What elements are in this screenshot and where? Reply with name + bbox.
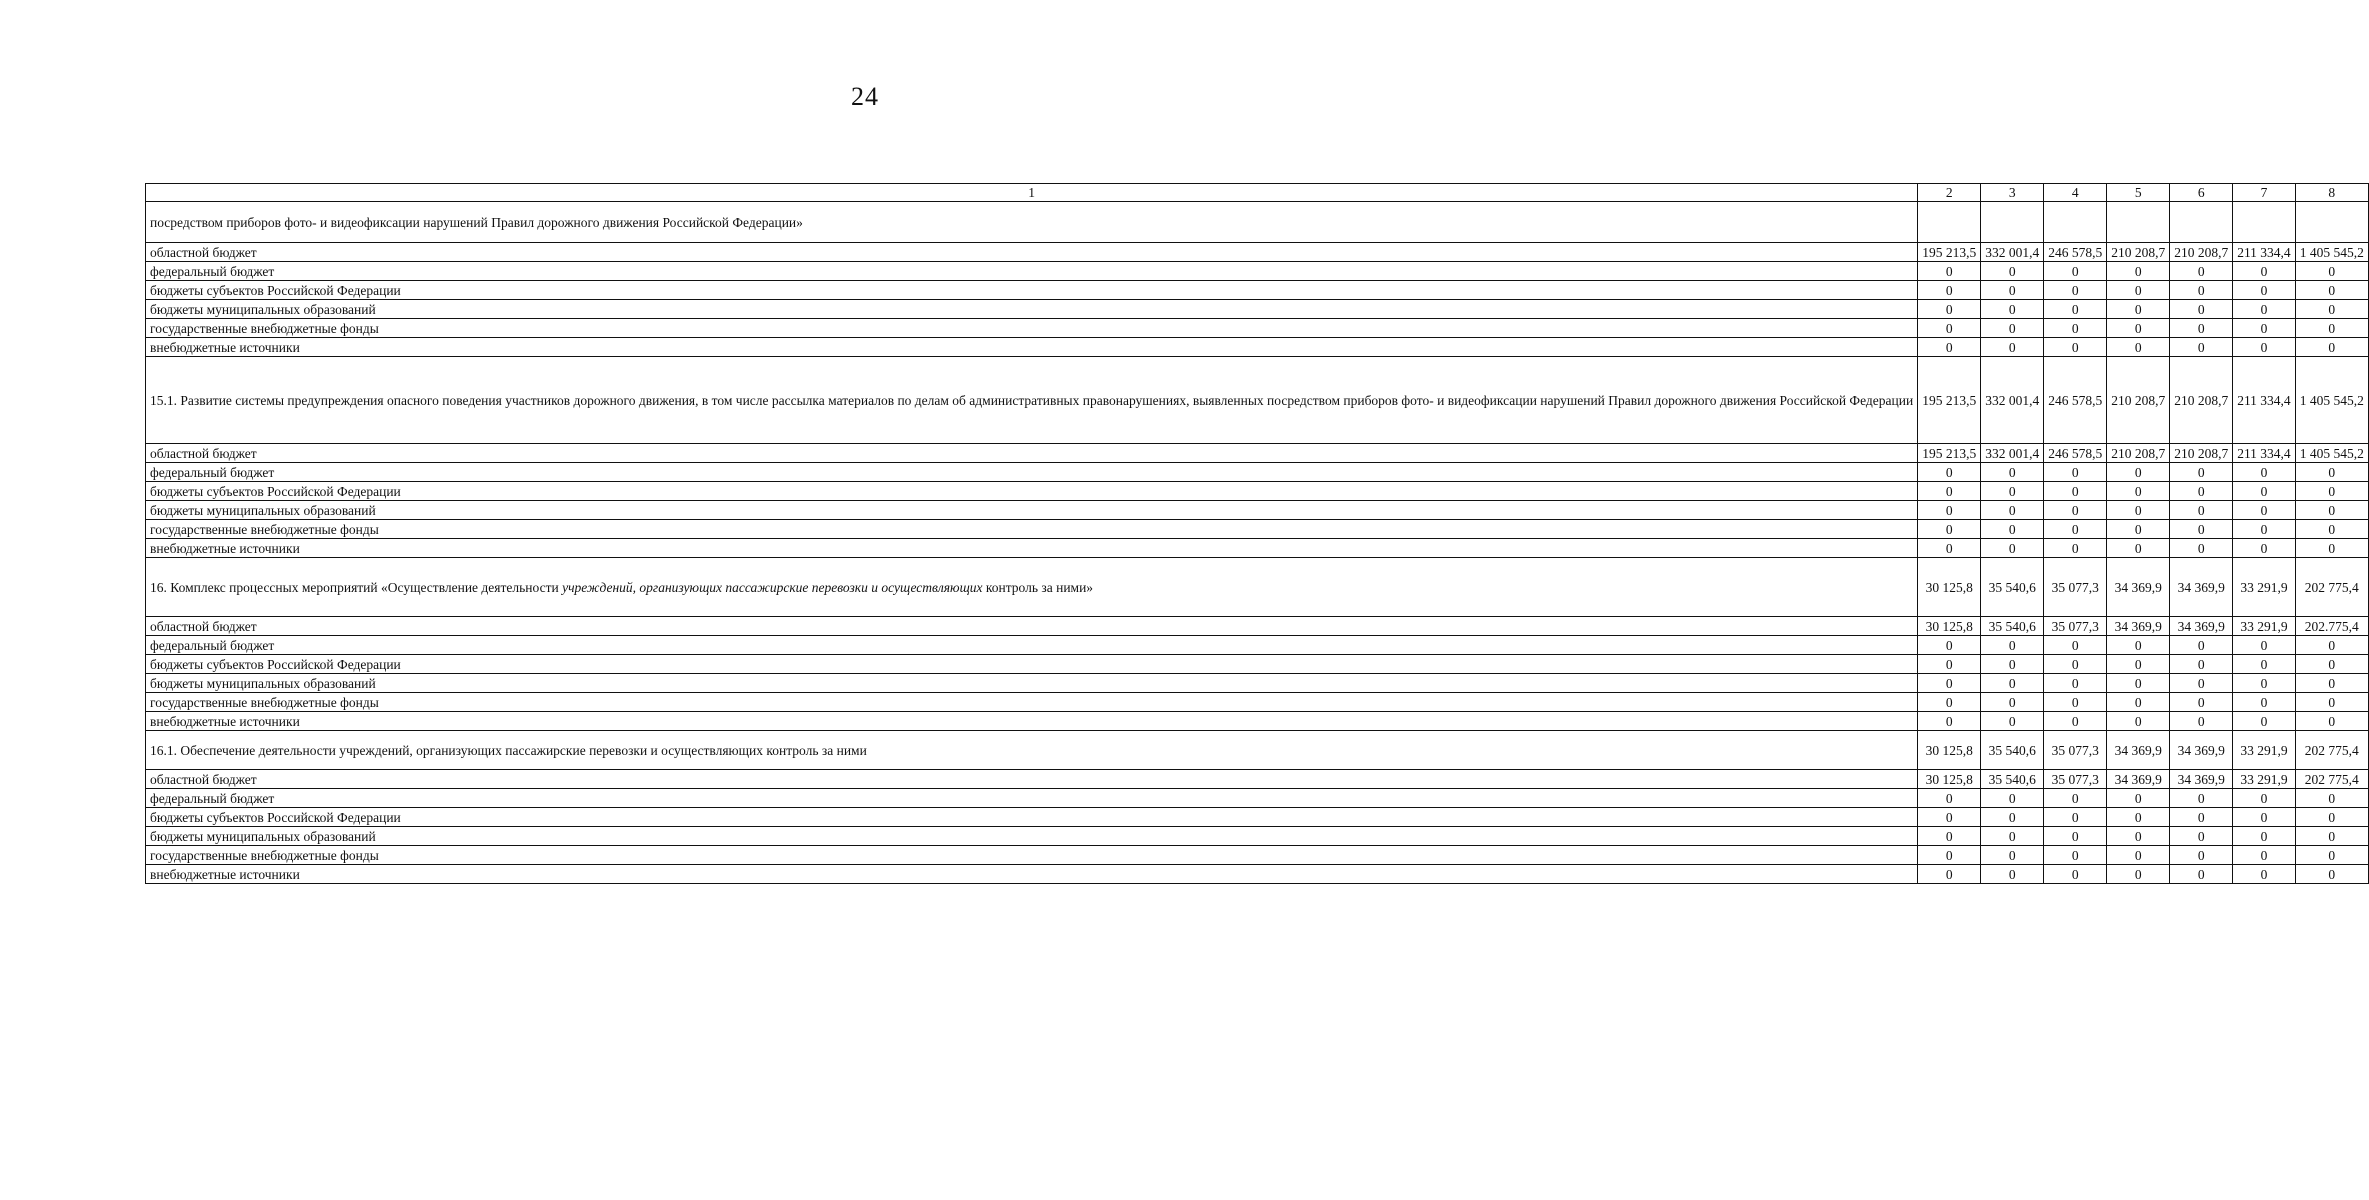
value-cell: 0 — [2295, 712, 2368, 731]
value-cell: 0 — [1981, 789, 2044, 808]
table-row — [146, 674, 2369, 693]
value-cell: 0 — [2295, 501, 2368, 520]
table-row — [146, 482, 2369, 501]
value-cell: 246 578,5 — [2044, 444, 2107, 463]
section-total-cell: 30 125,8 — [1918, 558, 1981, 617]
value-cell: 0 — [1918, 712, 1981, 731]
value-cell: 0 — [2295, 846, 2368, 865]
value-cell: 0 — [2295, 865, 2368, 884]
funding-source-label: бюджеты муниципальных образований — [146, 674, 1918, 693]
value-cell: 0 — [1918, 463, 1981, 482]
value-cell: 0 — [2044, 865, 2107, 884]
section-total-cell: 202 775,4 — [2295, 731, 2368, 770]
value-cell: 0 — [2107, 789, 2170, 808]
value-cell: 0 — [2044, 539, 2107, 558]
section-total-cell — [1981, 202, 2044, 243]
value-cell: 0 — [2233, 520, 2296, 539]
value-cell: 0 — [2233, 463, 2296, 482]
value-cell: 0 — [2295, 281, 2368, 300]
funding-source-label: внебюджетные источники — [146, 539, 1918, 558]
section-total-cell: 35 540,6 — [1981, 558, 2044, 617]
value-cell: 0 — [2044, 300, 2107, 319]
value-cell: 0 — [1981, 338, 2044, 357]
value-cell: 0 — [2233, 539, 2296, 558]
value-cell: 0 — [1981, 482, 2044, 501]
value-cell: 0 — [2044, 482, 2107, 501]
section-total-cell — [2107, 202, 2170, 243]
value-cell: 30 125,8 — [1918, 770, 1981, 789]
value-cell: 0 — [2233, 281, 2296, 300]
section-title: посредством приборов фото- и видеофиксации нарушений Правил дорожного движения Российской Федерации» — [146, 202, 1918, 243]
value-cell: 0 — [2170, 789, 2233, 808]
value-cell: 0 — [2107, 655, 2170, 674]
value-cell: 0 — [2044, 827, 2107, 846]
section-total-cell — [2295, 202, 2368, 243]
value-cell: 0 — [2170, 655, 2233, 674]
value-cell: 202.775,4 — [2295, 617, 2368, 636]
funding-source-label: областной бюджет — [146, 770, 1918, 789]
value-cell: 0 — [1918, 865, 1981, 884]
value-cell: 34 369,9 — [2107, 617, 2170, 636]
section-total-cell: 33 291,9 — [2233, 558, 2296, 617]
value-cell: 0 — [1918, 808, 1981, 827]
column-header: 7 — [2233, 184, 2296, 202]
value-cell: 0 — [2107, 501, 2170, 520]
section-title-part: контроль за ними» — [982, 579, 1094, 595]
value-cell: 0 — [1981, 674, 2044, 693]
section-total-cell: 210 208,7 — [2107, 357, 2170, 444]
value-cell: 0 — [2295, 827, 2368, 846]
section-total-cell: 35 540,6 — [1981, 731, 2044, 770]
value-cell: 332 001,4 — [1981, 243, 2044, 262]
funding-source-label: бюджеты муниципальных образований — [146, 300, 1918, 319]
value-cell: 0 — [2170, 827, 2233, 846]
value-cell: 0 — [2044, 338, 2107, 357]
value-cell: 0 — [2233, 501, 2296, 520]
section-title-italic: учреждений, организующих пассажирские перевозки и осуществляющих — [562, 579, 983, 595]
section-total-cell: 1 405 545,2 — [2295, 357, 2368, 444]
column-header: 6 — [2170, 184, 2233, 202]
value-cell: 0 — [2044, 636, 2107, 655]
value-cell: 0 — [1918, 482, 1981, 501]
table-row — [146, 693, 2369, 712]
value-cell: 0 — [2233, 827, 2296, 846]
funding-source-label: бюджеты субъектов Российской Федерации — [146, 281, 1918, 300]
value-cell: 195 213,5 — [1918, 444, 1981, 463]
value-cell: 0 — [2170, 501, 2233, 520]
value-cell: 0 — [2044, 520, 2107, 539]
value-cell: 0 — [2295, 482, 2368, 501]
value-cell: 0 — [1918, 520, 1981, 539]
value-cell: 0 — [2233, 865, 2296, 884]
value-cell: 33 291,9 — [2233, 770, 2296, 789]
column-header: 5 — [2107, 184, 2170, 202]
value-cell: 0 — [1981, 655, 2044, 674]
value-cell: 0 — [1918, 655, 1981, 674]
section-total-cell: 34 369,9 — [2170, 558, 2233, 617]
funding-source-label: бюджеты субъектов Российской Федерации — [146, 808, 1918, 827]
value-cell: 0 — [1918, 846, 1981, 865]
funding-source-label: внебюджетные источники — [146, 865, 1918, 884]
value-cell: 0 — [2295, 539, 2368, 558]
column-header: 1 — [146, 184, 1918, 202]
table-row — [146, 789, 2369, 808]
value-cell: 0 — [2170, 262, 2233, 281]
table-row — [146, 712, 2369, 731]
value-cell: 0 — [2107, 827, 2170, 846]
value-cell: 0 — [2044, 846, 2107, 865]
funding-source-label: областной бюджет — [146, 243, 1918, 262]
column-header: 4 — [2044, 184, 2107, 202]
section-total-cell — [1918, 202, 1981, 243]
value-cell: 210 208,7 — [2170, 243, 2233, 262]
funding-source-label: федеральный бюджет — [146, 789, 1918, 808]
value-cell: 0 — [2233, 712, 2296, 731]
value-cell: 0 — [2233, 300, 2296, 319]
column-number-row — [146, 184, 2369, 202]
value-cell: 0 — [2170, 482, 2233, 501]
table-row — [146, 520, 2369, 539]
value-cell: 332 001,4 — [1981, 444, 2044, 463]
value-cell: 0 — [1918, 827, 1981, 846]
value-cell: 0 — [1918, 636, 1981, 655]
value-cell: 0 — [2107, 712, 2170, 731]
funding-source-label: бюджеты субъектов Российской Федерации — [146, 482, 1918, 501]
section-total-cell: 30 125,8 — [1918, 731, 1981, 770]
value-cell: 0 — [2170, 463, 2233, 482]
section-title: 15.1. Развитие системы предупреждения опасного поведения участников дорожного движения, в том числе рассылка материалов по делам об административных правонарушениях, выявленных посредством приборов фото- и видеофиксации нарушений Правил дорожного движения Российской Федерации — [146, 357, 1918, 444]
section-total-cell: 246 578,5 — [2044, 357, 2107, 444]
value-cell: 0 — [1918, 539, 1981, 558]
value-cell: 35 077,3 — [2044, 770, 2107, 789]
section-total-cell: 35 077,3 — [2044, 731, 2107, 770]
value-cell: 0 — [2044, 808, 2107, 827]
table-row — [146, 865, 2369, 884]
value-cell: 0 — [2170, 865, 2233, 884]
value-cell: 30 125,8 — [1918, 617, 1981, 636]
section-total-cell: 332 001,4 — [1981, 357, 2044, 444]
section-total-cell — [2233, 202, 2296, 243]
value-cell: 0 — [1981, 300, 2044, 319]
value-cell: 0 — [1981, 463, 2044, 482]
section-header-row — [146, 202, 2369, 243]
section-title-part: 16. Комплекс процессных мероприятий «Осуществление деятельности — [150, 579, 563, 595]
section-header-row — [146, 357, 2369, 444]
value-cell: 0 — [2295, 520, 2368, 539]
value-cell: 0 — [2295, 655, 2368, 674]
value-cell: 0 — [2233, 789, 2296, 808]
section-total-cell — [2044, 202, 2107, 243]
table-row — [146, 655, 2369, 674]
value-cell: 35 077,3 — [2044, 617, 2107, 636]
value-cell: 0 — [2107, 300, 2170, 319]
funding-source-label: внебюджетные источники — [146, 338, 1918, 357]
table-row — [146, 444, 2369, 463]
value-cell: 0 — [1918, 338, 1981, 357]
value-cell: 0 — [1981, 501, 2044, 520]
table-row — [146, 463, 2369, 482]
value-cell: 0 — [2295, 300, 2368, 319]
value-cell: 0 — [2170, 712, 2233, 731]
value-cell: 0 — [2044, 262, 2107, 281]
value-cell: 0 — [1981, 827, 2044, 846]
value-cell: 0 — [2233, 655, 2296, 674]
table-row — [146, 262, 2369, 281]
value-cell: 0 — [1918, 693, 1981, 712]
value-cell: 0 — [2107, 319, 2170, 338]
page-number: 24 — [851, 82, 879, 111]
value-cell: 0 — [2107, 865, 2170, 884]
value-cell: 0 — [2044, 674, 2107, 693]
value-cell: 0 — [2233, 693, 2296, 712]
value-cell: 0 — [1981, 712, 2044, 731]
funding-source-label: областной бюджет — [146, 444, 1918, 463]
table-row — [146, 281, 2369, 300]
value-cell: 0 — [2107, 463, 2170, 482]
value-cell: 0 — [2107, 674, 2170, 693]
value-cell: 0 — [2295, 338, 2368, 357]
funding-source-label: бюджеты муниципальных образований — [146, 827, 1918, 846]
value-cell: 33 291,9 — [2233, 617, 2296, 636]
section-total-cell: 202 775,4 — [2295, 558, 2368, 617]
value-cell: 1 405 545,2 — [2295, 444, 2368, 463]
value-cell: 0 — [1981, 262, 2044, 281]
budget-table — [145, 183, 2369, 884]
value-cell: 0 — [2107, 808, 2170, 827]
funding-source-label: государственные внебюджетные фонды — [146, 846, 1918, 865]
value-cell: 0 — [2233, 262, 2296, 281]
section-total-cell: 34 369,9 — [2107, 731, 2170, 770]
funding-source-label: государственные внебюджетные фонды — [146, 693, 1918, 712]
table-row — [146, 827, 2369, 846]
value-cell: 0 — [1918, 300, 1981, 319]
value-cell: 0 — [2107, 262, 2170, 281]
value-cell: 0 — [2044, 655, 2107, 674]
value-cell: 0 — [1981, 846, 2044, 865]
value-cell: 0 — [2107, 338, 2170, 357]
value-cell: 0 — [1918, 501, 1981, 520]
table-row — [146, 243, 2369, 262]
value-cell: 0 — [1981, 539, 2044, 558]
table-row — [146, 846, 2369, 865]
table-row — [146, 539, 2369, 558]
value-cell: 0 — [2170, 539, 2233, 558]
value-cell: 0 — [2107, 482, 2170, 501]
table-row — [146, 617, 2369, 636]
value-cell: 0 — [2233, 636, 2296, 655]
table-row — [146, 770, 2369, 789]
value-cell: 0 — [2044, 712, 2107, 731]
value-cell: 0 — [2233, 482, 2296, 501]
value-cell: 0 — [2295, 693, 2368, 712]
value-cell: 0 — [2233, 808, 2296, 827]
value-cell: 0 — [2170, 846, 2233, 865]
value-cell: 0 — [1918, 319, 1981, 338]
value-cell: 0 — [2295, 808, 2368, 827]
value-cell: 0 — [1918, 262, 1981, 281]
value-cell: 0 — [1918, 674, 1981, 693]
funding-source-label: государственные внебюджетные фонды — [146, 319, 1918, 338]
value-cell: 0 — [1918, 281, 1981, 300]
value-cell: 0 — [2044, 693, 2107, 712]
value-cell: 0 — [1981, 808, 2044, 827]
value-cell: 0 — [2295, 463, 2368, 482]
section-total-cell: 195 213,5 — [1918, 357, 1981, 444]
section-total-cell: 33 291,9 — [2233, 731, 2296, 770]
value-cell: 0 — [2107, 636, 2170, 655]
value-cell: 0 — [2107, 281, 2170, 300]
section-title: 16.1. Обеспечение деятельности учреждений, организующих пассажирские перевозки и осуществляющих контроль за ними — [146, 731, 1918, 770]
table-row — [146, 636, 2369, 655]
value-cell: 0 — [1981, 865, 2044, 884]
section-total-cell: 34 369,9 — [2107, 558, 2170, 617]
value-cell: 202 775,4 — [2295, 770, 2368, 789]
funding-source-label: областной бюджет — [146, 617, 1918, 636]
value-cell: 211 334,4 — [2233, 243, 2296, 262]
value-cell: 0 — [2295, 319, 2368, 338]
value-cell: 210 208,7 — [2107, 243, 2170, 262]
value-cell: 0 — [1981, 520, 2044, 539]
value-cell: 0 — [2233, 338, 2296, 357]
value-cell: 210 208,7 — [2107, 444, 2170, 463]
value-cell: 0 — [2170, 674, 2233, 693]
value-cell: 0 — [2170, 520, 2233, 539]
value-cell: 34 369,9 — [2107, 770, 2170, 789]
section-total-cell — [2170, 202, 2233, 243]
value-cell: 0 — [2107, 520, 2170, 539]
table-row — [146, 300, 2369, 319]
value-cell: 0 — [1981, 281, 2044, 300]
value-cell: 0 — [2170, 300, 2233, 319]
column-header: 8 — [2295, 184, 2368, 202]
value-cell: 211 334,4 — [2233, 444, 2296, 463]
section-header-row — [146, 731, 2369, 770]
value-cell: 0 — [2295, 262, 2368, 281]
funding-source-label: бюджеты муниципальных образований — [146, 501, 1918, 520]
value-cell: 246 578,5 — [2044, 243, 2107, 262]
table-row — [146, 319, 2369, 338]
value-cell: 0 — [1981, 693, 2044, 712]
section-total-cell: 210 208,7 — [2170, 357, 2233, 444]
value-cell: 0 — [2170, 693, 2233, 712]
funding-source-label: государственные внебюджетные фонды — [146, 520, 1918, 539]
value-cell: 210 208,7 — [2170, 444, 2233, 463]
section-title — [146, 558, 1918, 617]
value-cell: 0 — [2295, 789, 2368, 808]
value-cell: 35 540,6 — [1981, 770, 2044, 789]
value-cell: 0 — [2107, 846, 2170, 865]
value-cell: 0 — [2295, 636, 2368, 655]
value-cell: 0 — [2233, 319, 2296, 338]
value-cell: 0 — [2044, 281, 2107, 300]
value-cell: 0 — [2107, 539, 2170, 558]
value-cell: 0 — [2295, 674, 2368, 693]
column-header: 2 — [1918, 184, 1981, 202]
value-cell: 0 — [2044, 463, 2107, 482]
value-cell: 0 — [1981, 319, 2044, 338]
value-cell: 1 405 545,2 — [2295, 243, 2368, 262]
value-cell: 34 369,9 — [2170, 617, 2233, 636]
value-cell: 0 — [1981, 636, 2044, 655]
value-cell: 0 — [2170, 281, 2233, 300]
section-total-cell: 35 077,3 — [2044, 558, 2107, 617]
value-cell: 0 — [2044, 789, 2107, 808]
table-row — [146, 808, 2369, 827]
table-row — [146, 501, 2369, 520]
value-cell: 0 — [1918, 789, 1981, 808]
value-cell: 0 — [2044, 319, 2107, 338]
value-cell: 34 369,9 — [2170, 770, 2233, 789]
value-cell: 0 — [2107, 693, 2170, 712]
funding-source-label: федеральный бюджет — [146, 463, 1918, 482]
value-cell: 195 213,5 — [1918, 243, 1981, 262]
funding-source-label: федеральный бюджет — [146, 636, 1918, 655]
value-cell: 0 — [2170, 636, 2233, 655]
value-cell: 0 — [2233, 846, 2296, 865]
column-header: 3 — [1981, 184, 2044, 202]
section-total-cell: 211 334,4 — [2233, 357, 2296, 444]
section-total-cell: 34 369,9 — [2170, 731, 2233, 770]
funding-source-label: внебюджетные источники — [146, 712, 1918, 731]
funding-source-label: бюджеты субъектов Российской Федерации — [146, 655, 1918, 674]
section-header-row — [146, 558, 2369, 617]
funding-source-label: федеральный бюджет — [146, 262, 1918, 281]
table-row — [146, 338, 2369, 357]
value-cell: 0 — [2044, 501, 2107, 520]
value-cell: 0 — [2233, 674, 2296, 693]
value-cell: 0 — [2170, 338, 2233, 357]
value-cell: 35 540,6 — [1981, 617, 2044, 636]
value-cell: 0 — [2170, 808, 2233, 827]
value-cell: 0 — [2170, 319, 2233, 338]
